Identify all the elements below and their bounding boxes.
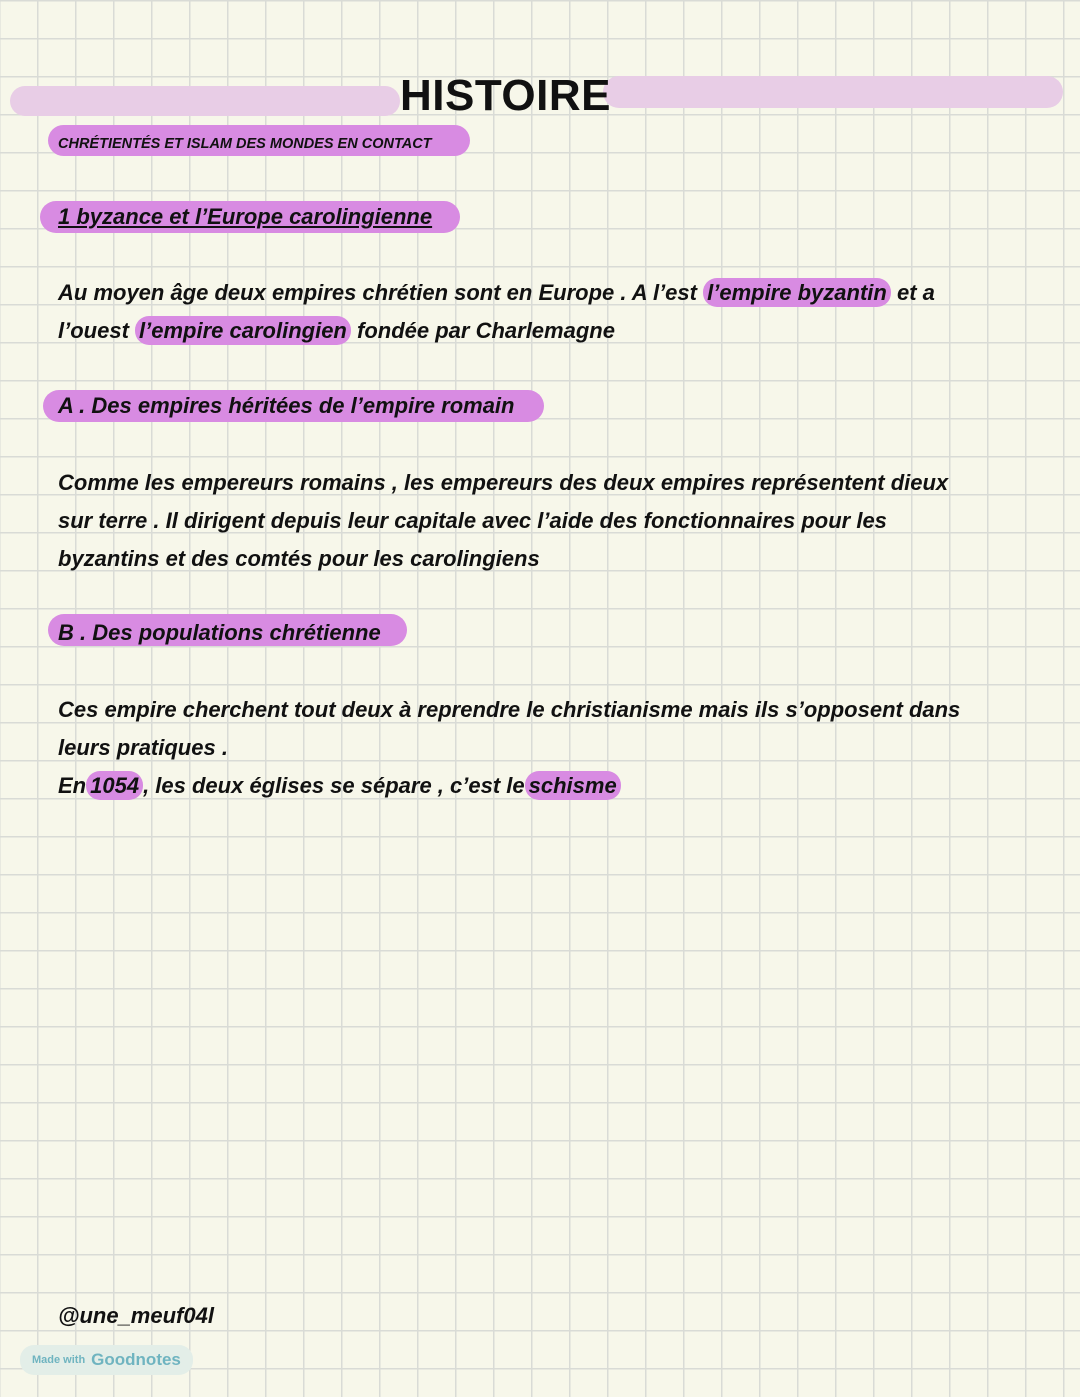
highlight-year-1054: 1054: [86, 771, 143, 800]
sectionB-line-1: Ces empire cherchent tout deux à reprendre le christianisme mais ils s’opposent dans: [58, 697, 961, 722]
section1-heading: 1 byzance et l’Europe carolingienne: [58, 204, 433, 229]
sectionB-line-2: leurs pratiques .: [58, 735, 228, 760]
title-decoration-left: [10, 86, 400, 116]
section1-text-2: et a: [896, 280, 935, 305]
goodnotes-logo: Goodnotes: [91, 1350, 181, 1369]
section1-paragraph: [58, 274, 1038, 350]
sectionB-paragraph: [58, 691, 1058, 805]
sectionA-line-1: Comme les empereurs romains , les empereurs des deux empires représentent dieux: [58, 470, 949, 495]
highlight-schisme: schisme: [525, 771, 621, 800]
sectionB-line-3: [58, 767, 1058, 805]
section1-text-4: fondée par Charlemagne: [357, 318, 615, 343]
author-handle: @une_meuf04l: [58, 1303, 214, 1328]
sectionA-line-3: byzantins et des comtés pour les carolingiens: [58, 546, 540, 571]
sectionA-heading: A . Des empires héritées de l’empire romain: [58, 393, 515, 418]
sectionA-line-2: sur terre . Il dirigent depuis leur capitale avec l’aide des fonctionnaires pour les: [58, 508, 887, 533]
sectionB-heading: B . Des populations chrétienne: [58, 620, 381, 645]
page-title: HISTOIRE: [400, 71, 612, 120]
sectionB-text-en: En: [58, 773, 87, 798]
made-with-label: Made with: [32, 1354, 86, 1366]
subtitle: CHRÉTIENTÉS ET ISLAM DES MONDES EN CONTACT: [58, 136, 432, 152]
section1-line-1: [58, 274, 1038, 312]
title-decoration-right: [603, 76, 1063, 108]
highlight-empire-byzantin: l’empire byzantin: [703, 278, 891, 307]
sectionB-text-separation: , les deux églises se sépare , c’est le: [143, 773, 525, 798]
section1-line-2: [58, 312, 1038, 350]
section1-text-3: l’ouest: [58, 318, 129, 343]
highlight-empire-carolingien: l’empire carolingien: [135, 316, 351, 345]
sectionA-paragraph: [58, 464, 1048, 578]
goodnotes-badge: [20, 1345, 193, 1375]
section1-text-1: Au moyen âge deux empires chrétien sont en Europe . A l’est: [58, 280, 697, 305]
